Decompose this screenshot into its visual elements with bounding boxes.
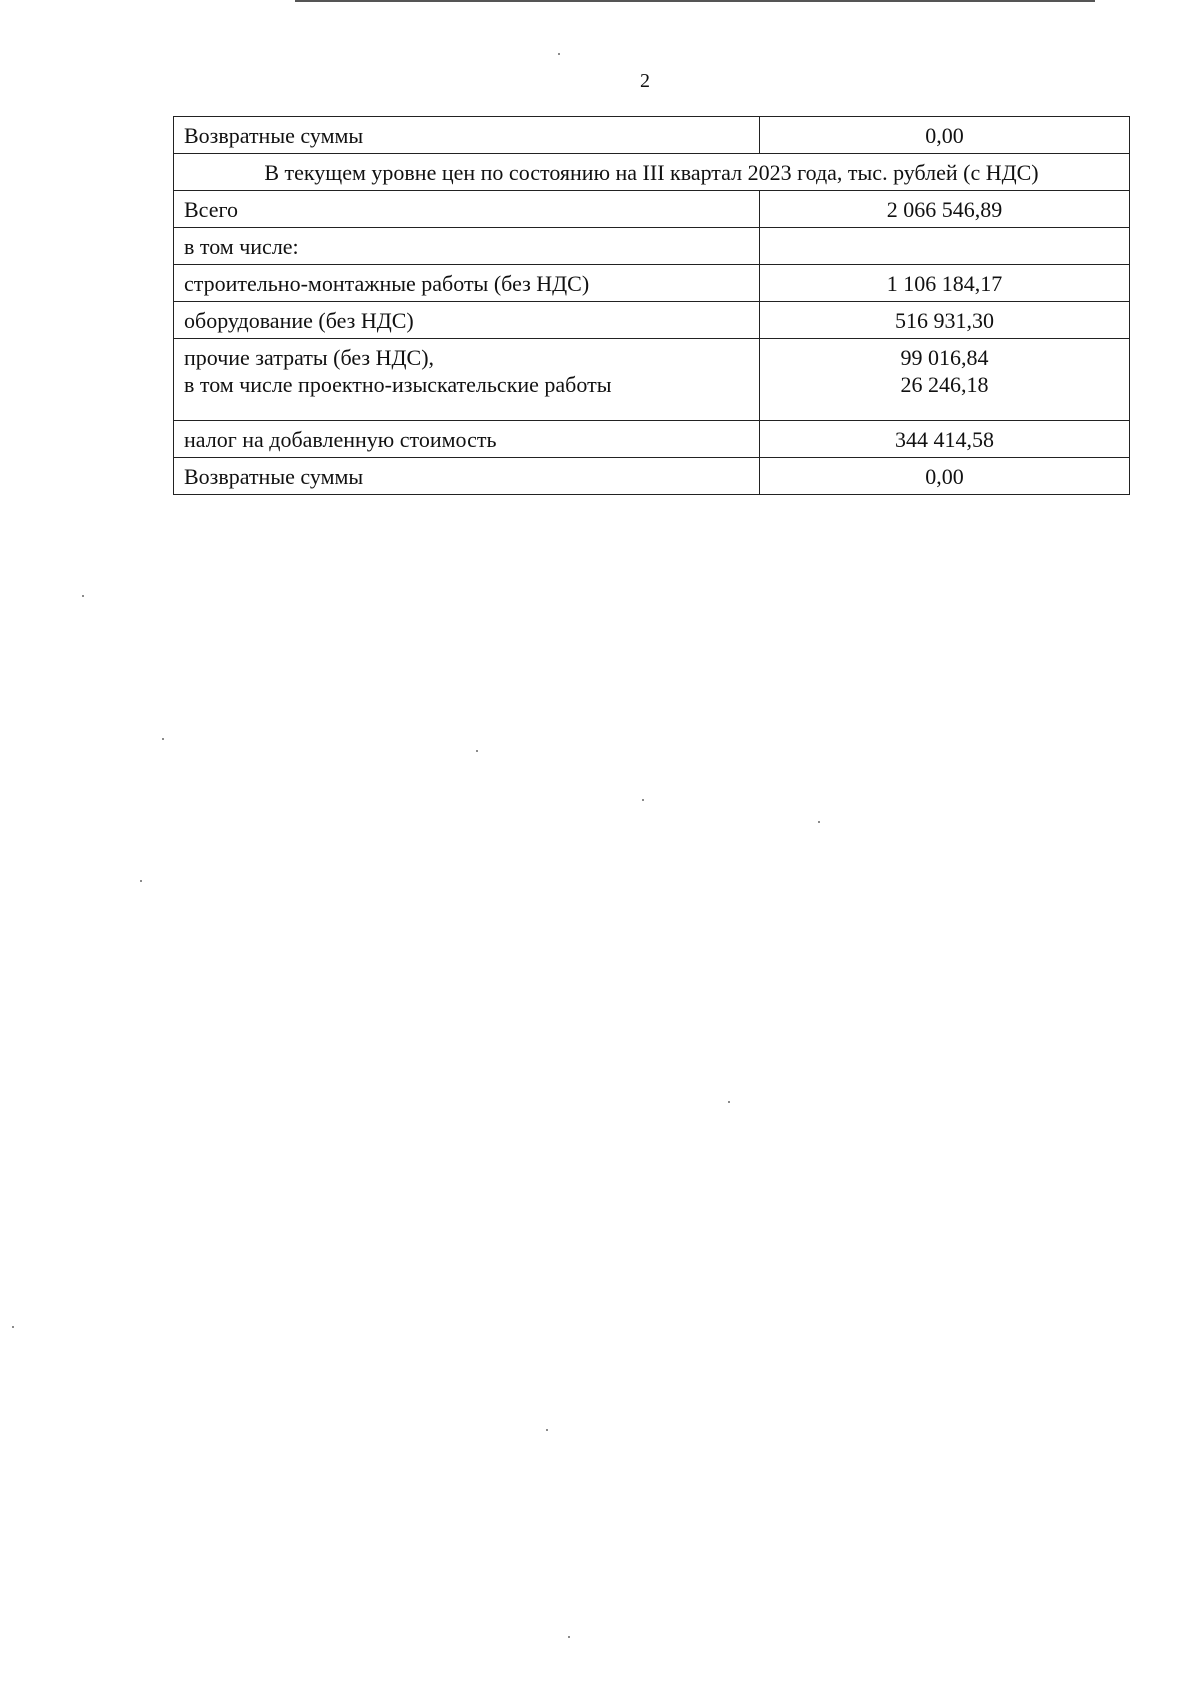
- row-label: в том числе:: [174, 228, 760, 265]
- row-label: оборудование (без НДС): [174, 302, 760, 339]
- row-label-line: прочие затраты (без НДС),: [184, 345, 435, 370]
- scan-speck: [546, 1429, 548, 1431]
- row-value: 2 066 546,89: [760, 191, 1130, 228]
- row-value-line: 99 016,84: [900, 345, 989, 370]
- row-value: 0,00: [760, 458, 1130, 495]
- row-label: Всего: [174, 191, 760, 228]
- scan-speck: [140, 880, 142, 882]
- row-value: 516 931,30: [760, 302, 1130, 339]
- table-row: [174, 339, 1130, 421]
- row-value: 344 414,58: [760, 421, 1130, 458]
- cost-table: [173, 116, 1130, 495]
- top-rule: [295, 0, 1095, 2]
- table-row: [174, 302, 1130, 339]
- table-row: [174, 265, 1130, 302]
- scan-speck: [568, 1636, 570, 1638]
- scan-speck: [82, 595, 84, 597]
- table-row: [174, 421, 1130, 458]
- row-label-line: в том числе проектно-изыскательские работы: [184, 372, 612, 397]
- table-row: [174, 458, 1130, 495]
- section-header-row: [174, 154, 1130, 191]
- row-value: 1 106 184,17: [760, 265, 1130, 302]
- page-number: 2: [640, 70, 650, 92]
- row-value-line: 26 246,18: [900, 372, 989, 397]
- row-value: [760, 228, 1130, 265]
- row-label: Возвратные суммы: [174, 458, 760, 495]
- scan-speck: [642, 799, 644, 801]
- scan-speck: [476, 750, 478, 752]
- table-row: [174, 228, 1130, 265]
- row-label: налог на добавленную стоимость: [174, 421, 760, 458]
- scan-speck: [558, 53, 560, 55]
- row-label: [174, 339, 760, 421]
- table-row: [174, 191, 1130, 228]
- section-header: В текущем уровне цен по состоянию на III квартал 2023 года, тыс. рублей (с НДС): [174, 154, 1130, 191]
- row-label: Возвратные суммы: [174, 117, 760, 154]
- scan-speck: [162, 738, 164, 740]
- scan-speck: [12, 1326, 14, 1328]
- row-label: строительно-монтажные работы (без НДС): [174, 265, 760, 302]
- row-value: [760, 339, 1130, 421]
- scan-speck: [728, 1101, 730, 1103]
- table-row: [174, 117, 1130, 154]
- row-value: 0,00: [760, 117, 1130, 154]
- scan-speck: [818, 821, 820, 823]
